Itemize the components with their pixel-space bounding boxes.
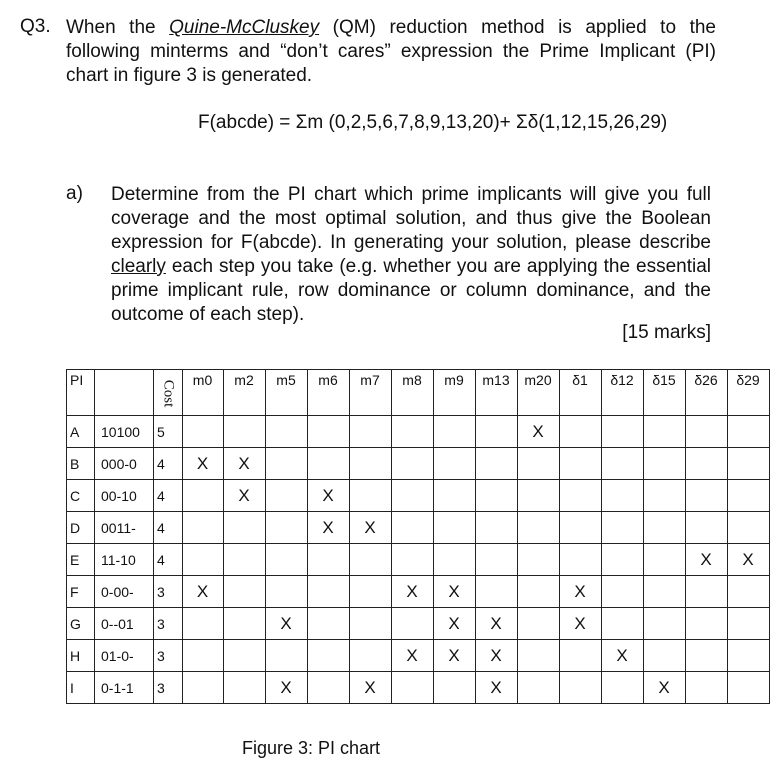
row-cost: 3: [154, 608, 183, 640]
cover-cell: [601, 672, 643, 704]
cover-cell: X: [559, 608, 601, 640]
cover-cell: [307, 640, 349, 672]
cover-cell: [727, 640, 769, 672]
cover-cell: [182, 480, 223, 512]
cover-cell: [307, 544, 349, 576]
cover-cell: X: [433, 608, 475, 640]
row-cost: 3: [154, 576, 183, 608]
cover-cell: [643, 576, 685, 608]
cover-cell: [601, 416, 643, 448]
cover-cell: X: [475, 672, 517, 704]
cover-cell: [643, 544, 685, 576]
cover-cell: X: [391, 640, 433, 672]
cover-cell: [265, 576, 307, 608]
cover-cell: [433, 416, 475, 448]
row-cost: 5: [154, 416, 183, 448]
header-col-2: m5: [265, 370, 307, 416]
question-number: Q3.: [20, 16, 51, 37]
cover-cell: [559, 640, 601, 672]
cover-cell: X: [182, 448, 223, 480]
header-col-1: m2: [223, 370, 265, 416]
cover-cell: [349, 544, 391, 576]
cover-cell: [349, 576, 391, 608]
cover-cell: [727, 448, 769, 480]
cover-cell: [475, 512, 517, 544]
row-pi-label: E: [67, 544, 95, 576]
cover-cell: [433, 448, 475, 480]
row-pi-label: F: [67, 576, 95, 608]
row-pi-label: D: [67, 512, 95, 544]
cover-cell: [349, 608, 391, 640]
row-term: 0011-: [95, 512, 154, 544]
cover-cell: [685, 672, 727, 704]
cover-cell: [559, 448, 601, 480]
cover-cell: [601, 608, 643, 640]
cover-cell: [517, 608, 559, 640]
cover-cell: [685, 576, 727, 608]
row-term: 0-00-: [95, 576, 154, 608]
row-term: 0--01: [95, 608, 154, 640]
question-text: When the Quine-McCluskey (QM) reduction method is applied to the following minterms and “don’t cares” expression the Prime Implicant (PI) chart in figure 3 is generated.: [66, 17, 716, 86]
header-cost: Cost: [154, 370, 183, 416]
table-row: [67, 448, 770, 480]
cover-cell: [391, 544, 433, 576]
table-row: [67, 512, 770, 544]
cover-cell: [223, 608, 265, 640]
cover-cell: X: [643, 672, 685, 704]
cover-cell: X: [727, 544, 769, 576]
cover-cell: [349, 640, 391, 672]
part-a-text: Determine from the PI chart which prime implicants will give you full coverage and the most optimal solution, and thus give the Boolean expression for F(abcde). In generating your solution, please describe clearly each step you take (e.g. whether you are applying the essential prime implicant rule, row dominance or column dominance, and the outcome of each step).: [111, 184, 711, 325]
header-pi: PI: [67, 370, 95, 416]
cover-cell: [643, 512, 685, 544]
cover-cell: [601, 576, 643, 608]
cover-cell: X: [349, 672, 391, 704]
cover-cell: [182, 608, 223, 640]
cover-cell: [517, 512, 559, 544]
cover-cell: [685, 416, 727, 448]
row-cost: 4: [154, 448, 183, 480]
cover-cell: [349, 480, 391, 512]
boolean-formula: F(abcde) = Σm (0,2,5,6,7,8,9,13,20)+ Σδ(1,12,15,26,29): [198, 112, 668, 133]
cover-cell: [685, 480, 727, 512]
cover-cell: [643, 448, 685, 480]
part-a-label: a): [66, 183, 83, 204]
cover-cell: [265, 480, 307, 512]
cover-cell: [643, 416, 685, 448]
cover-cell: [307, 672, 349, 704]
cover-cell: [643, 640, 685, 672]
cover-cell: [559, 512, 601, 544]
cover-cell: [307, 576, 349, 608]
table-row: [67, 672, 770, 704]
header-col-8: m20: [517, 370, 559, 416]
cover-cell: [517, 544, 559, 576]
cover-cell: [265, 544, 307, 576]
row-cost: 4: [154, 544, 183, 576]
pi-chart-header-row: [67, 370, 770, 416]
row-pi-label: B: [67, 448, 95, 480]
row-pi-label: C: [67, 480, 95, 512]
row-cost: 3: [154, 672, 183, 704]
cover-cell: X: [265, 672, 307, 704]
cover-cell: [601, 480, 643, 512]
table-row: [67, 576, 770, 608]
cover-cell: [182, 512, 223, 544]
cover-cell: [433, 544, 475, 576]
cover-cell: X: [433, 640, 475, 672]
table-row: [67, 480, 770, 512]
cover-cell: X: [391, 576, 433, 608]
cover-cell: [349, 448, 391, 480]
cover-cell: [727, 480, 769, 512]
header-col-12: δ26: [685, 370, 727, 416]
cover-cell: [517, 448, 559, 480]
cover-cell: [475, 416, 517, 448]
cover-cell: [223, 416, 265, 448]
header-term: [95, 370, 154, 416]
cover-cell: [391, 416, 433, 448]
cover-cell: X: [349, 512, 391, 544]
row-pi-label: I: [67, 672, 95, 704]
table-row: [67, 544, 770, 576]
row-term: 10100: [95, 416, 154, 448]
row-cost: 3: [154, 640, 183, 672]
cover-cell: X: [307, 512, 349, 544]
cover-cell: [601, 512, 643, 544]
cover-cell: [391, 512, 433, 544]
header-col-11: δ15: [643, 370, 685, 416]
cover-cell: X: [307, 480, 349, 512]
header-col-9: δ1: [559, 370, 601, 416]
row-term: 00-10: [95, 480, 154, 512]
cover-cell: [433, 480, 475, 512]
cover-cell: X: [182, 576, 223, 608]
table-row: [67, 640, 770, 672]
header-col-3: m6: [307, 370, 349, 416]
cover-cell: [475, 544, 517, 576]
cover-cell: X: [517, 416, 559, 448]
cover-cell: [265, 640, 307, 672]
row-cost: 4: [154, 480, 183, 512]
cover-cell: X: [265, 608, 307, 640]
cover-cell: X: [433, 576, 475, 608]
header-col-5: m8: [391, 370, 433, 416]
cover-cell: X: [559, 576, 601, 608]
cover-cell: X: [475, 608, 517, 640]
cover-cell: [517, 576, 559, 608]
cover-cell: [475, 448, 517, 480]
cover-cell: [223, 512, 265, 544]
row-term: 01-0-: [95, 640, 154, 672]
cover-cell: X: [223, 480, 265, 512]
figure-caption: Figure 3: PI chart: [242, 738, 381, 758]
row-pi-label: A: [67, 416, 95, 448]
cover-cell: [391, 608, 433, 640]
header-col-4: m7: [349, 370, 391, 416]
cover-cell: X: [601, 640, 643, 672]
cover-cell: [391, 672, 433, 704]
cover-cell: [643, 608, 685, 640]
table-row: [67, 608, 770, 640]
row-pi-label: H: [67, 640, 95, 672]
cover-cell: [433, 512, 475, 544]
cover-cell: [433, 672, 475, 704]
cover-cell: [517, 480, 559, 512]
cover-cell: X: [223, 448, 265, 480]
cover-cell: [182, 672, 223, 704]
header-col-0: m0: [182, 370, 223, 416]
cover-cell: [223, 576, 265, 608]
cover-cell: [727, 672, 769, 704]
cover-cell: [685, 608, 727, 640]
cover-cell: [265, 448, 307, 480]
cover-cell: [307, 416, 349, 448]
cover-cell: [727, 416, 769, 448]
row-term: 0-1-1: [95, 672, 154, 704]
cover-cell: [559, 480, 601, 512]
cover-cell: [727, 512, 769, 544]
cover-cell: X: [685, 544, 727, 576]
row-pi-label: G: [67, 608, 95, 640]
cover-cell: [182, 544, 223, 576]
method-name: Quine-McCluskey: [169, 17, 320, 38]
table-row: [67, 416, 770, 448]
cover-cell: [223, 640, 265, 672]
cover-cell: [391, 480, 433, 512]
cover-cell: [685, 448, 727, 480]
cover-cell: [475, 576, 517, 608]
cover-cell: [727, 576, 769, 608]
row-cost: 4: [154, 512, 183, 544]
cover-cell: [265, 512, 307, 544]
cover-cell: X: [475, 640, 517, 672]
cover-cell: [685, 512, 727, 544]
cover-cell: [307, 448, 349, 480]
emphasis-word: clearly: [111, 256, 166, 277]
pi-chart-table: [66, 369, 770, 704]
cover-cell: [517, 640, 559, 672]
header-col-10: δ12: [601, 370, 643, 416]
cover-cell: [182, 640, 223, 672]
cover-cell: [475, 480, 517, 512]
marks-label: [15 marks]: [622, 322, 711, 343]
cover-cell: [559, 416, 601, 448]
cover-cell: [601, 448, 643, 480]
row-term: 000-0: [95, 448, 154, 480]
cover-cell: [223, 544, 265, 576]
cover-cell: [391, 448, 433, 480]
cover-cell: [727, 608, 769, 640]
row-term: 11-10: [95, 544, 154, 576]
cover-cell: [643, 480, 685, 512]
cover-cell: [685, 640, 727, 672]
cover-cell: [349, 416, 391, 448]
header-col-13: δ29: [727, 370, 769, 416]
cover-cell: [559, 544, 601, 576]
header-col-7: m13: [475, 370, 517, 416]
cover-cell: [601, 544, 643, 576]
cover-cell: [559, 672, 601, 704]
cover-cell: [517, 672, 559, 704]
cover-cell: [265, 416, 307, 448]
header-col-6: m9: [433, 370, 475, 416]
cover-cell: [182, 416, 223, 448]
cover-cell: [307, 608, 349, 640]
cover-cell: [223, 672, 265, 704]
